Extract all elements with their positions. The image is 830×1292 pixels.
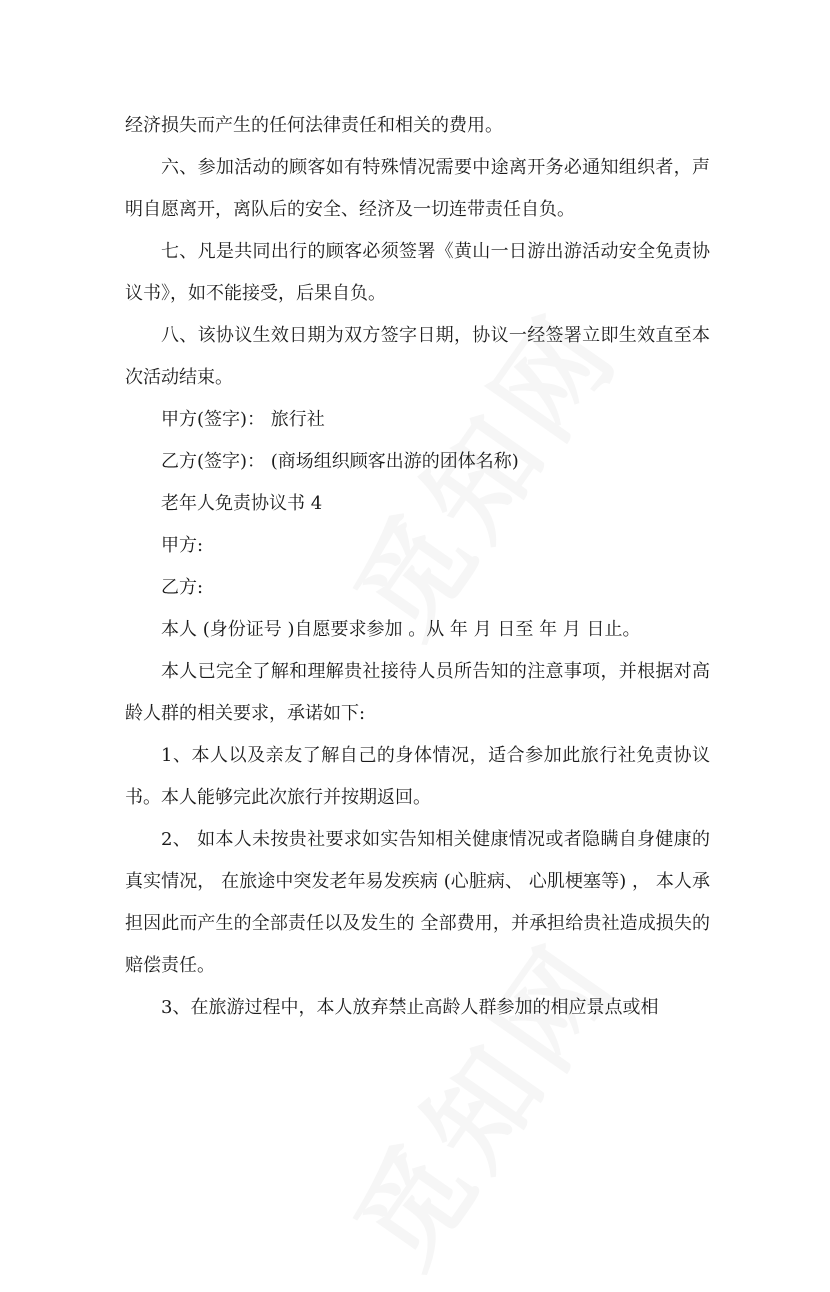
party-b-signature: 乙方(签字)： (商场组织顾客出游的团体名称) [161,451,519,472]
paragraph-participant: 本人 (身份证号 )自愿要求参加 。从 年 月 日至 年 月 日止。 [161,619,641,640]
paragraph-item-1: 1、本人以及亲友了解自己的身体情况，适合参加此旅行社免责协议书。本人能够完此次旅行并按期返回。 [125,745,710,808]
paragraph-loss-liability: 经济损失而产生的任何法律责任和相关的费用。 [125,115,503,136]
paragraph-clause-8: 八、该协议生效日期为双方签字日期，协议一经签署立即生效直至本次活动结束。 [125,325,710,388]
party-a-signature: 甲方(签字)： 旅行社 [161,409,325,430]
document-body [125,105,710,1029]
paragraph-clause-6: 六、参加活动的顾客如有特殊情况需要中途离开务必通知组织者，声明自愿离开，离队后的安全、经济及一切连带责任自负。 [125,157,710,220]
paragraph-acknowledgement: 本人已完全了解和理解贵社接待人员所告知的注意事项，并根据对高龄人群的相关要求，承诺如下: [125,661,710,724]
section-title: 老年人免责协议书 4 [161,493,323,514]
party-a-label: 甲方: [161,535,204,556]
paragraph-clause-7: 七、凡是共同出行的顾客必须签署《黄山一日游出游活动安全免责协议书》，如不能接受，后果自负。 [125,241,710,304]
party-b-label: 乙方: [161,577,204,598]
paragraph-item-2: 2、 如本人未按贵社要求如实告知相关健康情况或者隐瞒自身健康的真实情况， 在旅途中突发老年易发疾病 (心脏病、 心肌梗塞等) ， 本人承担因此而产生的全部责任以及发生的 全部费用，并承担给贵社造成损失的赔偿责任。 [125,829,710,976]
paragraph-item-3: 3、在旅游过程中，本人放弃禁止高龄人群参加的相应景点或相 [161,997,659,1018]
